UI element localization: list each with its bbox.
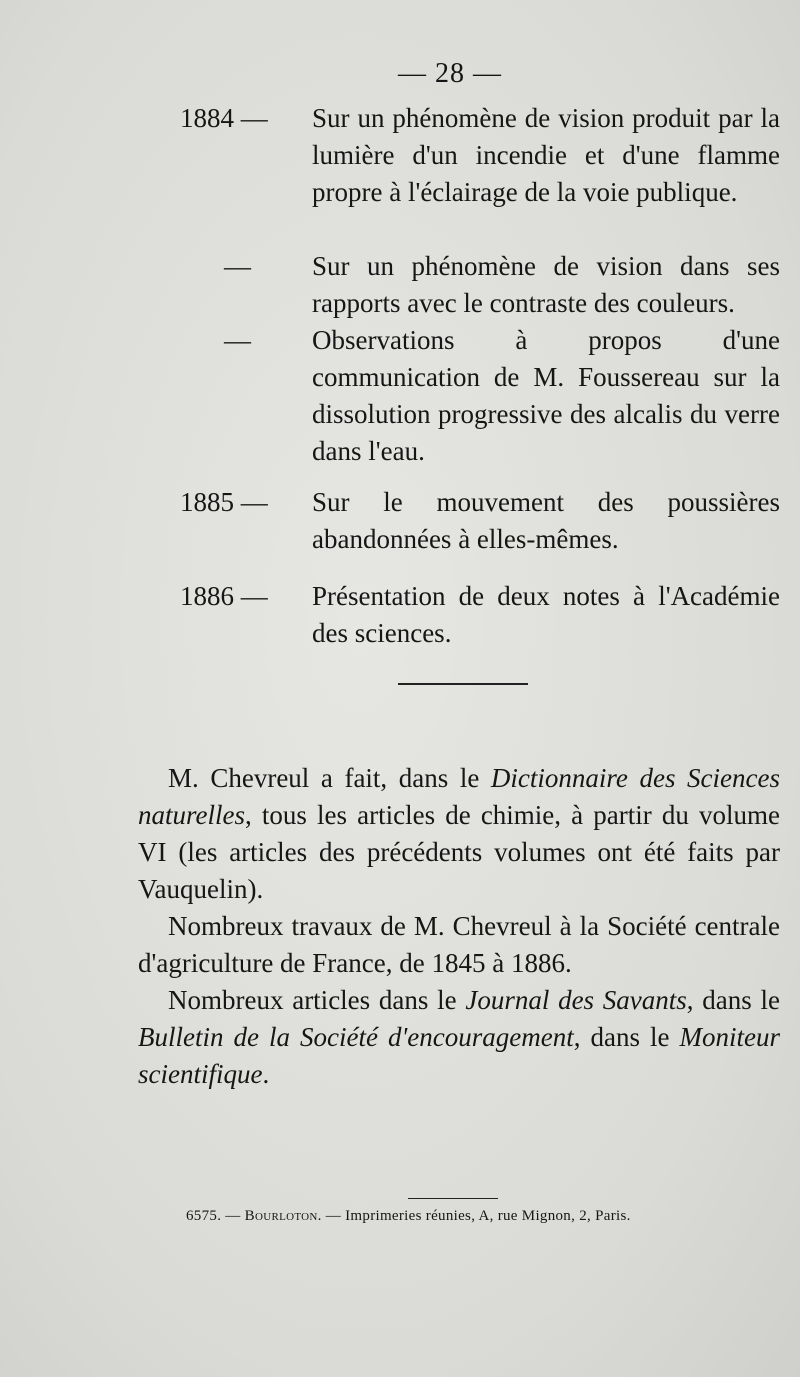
entry-dash: — (224, 251, 251, 281)
page-number: — 28 — (398, 58, 502, 89)
entry-year: 1884 — (180, 103, 268, 133)
bibliography-entry-1886 (180, 578, 780, 652)
bibliography-entry-1884-b (180, 248, 780, 322)
footer-divider (408, 1198, 498, 1199)
text-run: Nombreux travaux de M. Chevreul à la Société centrale d'agriculture de France, de 1845 à 1886. (138, 911, 780, 978)
paragraph-journal-savants (138, 982, 780, 1093)
title-italic: Moniteur scientifique (138, 1022, 780, 1089)
entry-year: 1885 — (180, 487, 268, 517)
title-italic: Bulletin de la Société d'encouragement (138, 1022, 574, 1052)
text-run: , dans le (573, 1022, 680, 1052)
text-run: , dans le (686, 985, 780, 1015)
text-run: , tous les articles de chimie, à partir du volume VI (les articles des précédents volumes ont été faits par Vauquelin). (138, 800, 780, 904)
imprint-address: Imprimeries réunies, A, rue Mignon, 2, Paris. (345, 1208, 631, 1224)
title-italic: Journal des Savants (465, 985, 687, 1015)
title-italic: Dictionnaire des Sciences naturelles (138, 763, 780, 830)
imprint-separator: — (221, 1208, 245, 1224)
imprint-printer: Bourloton (244, 1208, 318, 1224)
entry-text: Observations à propos d'une communication de M. Foussereau sur la dissolution progressive des alcalis du verre dans l'eau. (312, 325, 780, 466)
entry-dash: — (224, 325, 251, 355)
entry-text: Sur le mouvement des poussières abandonnées à elles-mêmes. (312, 487, 780, 554)
text-run: Nombreux articles dans le (168, 985, 466, 1015)
imprint-number: 6575. (186, 1208, 222, 1224)
section-divider (398, 683, 528, 685)
paragraph-dictionnaire (138, 760, 780, 908)
entry-text: Sur un phénomène de vision produit par la lumière d'un incendie et d'une flamme propre à l'éclairage de la voie publique. (312, 103, 780, 207)
text-run: M. Chevreul a fait, dans le (168, 763, 491, 793)
bibliography-entry-1884-c (180, 322, 780, 470)
printer-imprint (186, 1208, 746, 1225)
entry-text: Sur un phénomène de vision dans ses rapports avec le contraste des couleurs. (312, 251, 780, 318)
entry-year: 1886 — (180, 581, 268, 611)
bibliography-entry-1884 (180, 100, 780, 211)
bibliography-entry-1885 (180, 484, 780, 558)
paragraph-societe-agriculture (138, 908, 780, 982)
entry-text: Présentation de deux notes à l'Académie des sciences. (312, 581, 780, 648)
text-run: . (262, 1059, 270, 1089)
imprint-separator: . — (317, 1208, 346, 1224)
